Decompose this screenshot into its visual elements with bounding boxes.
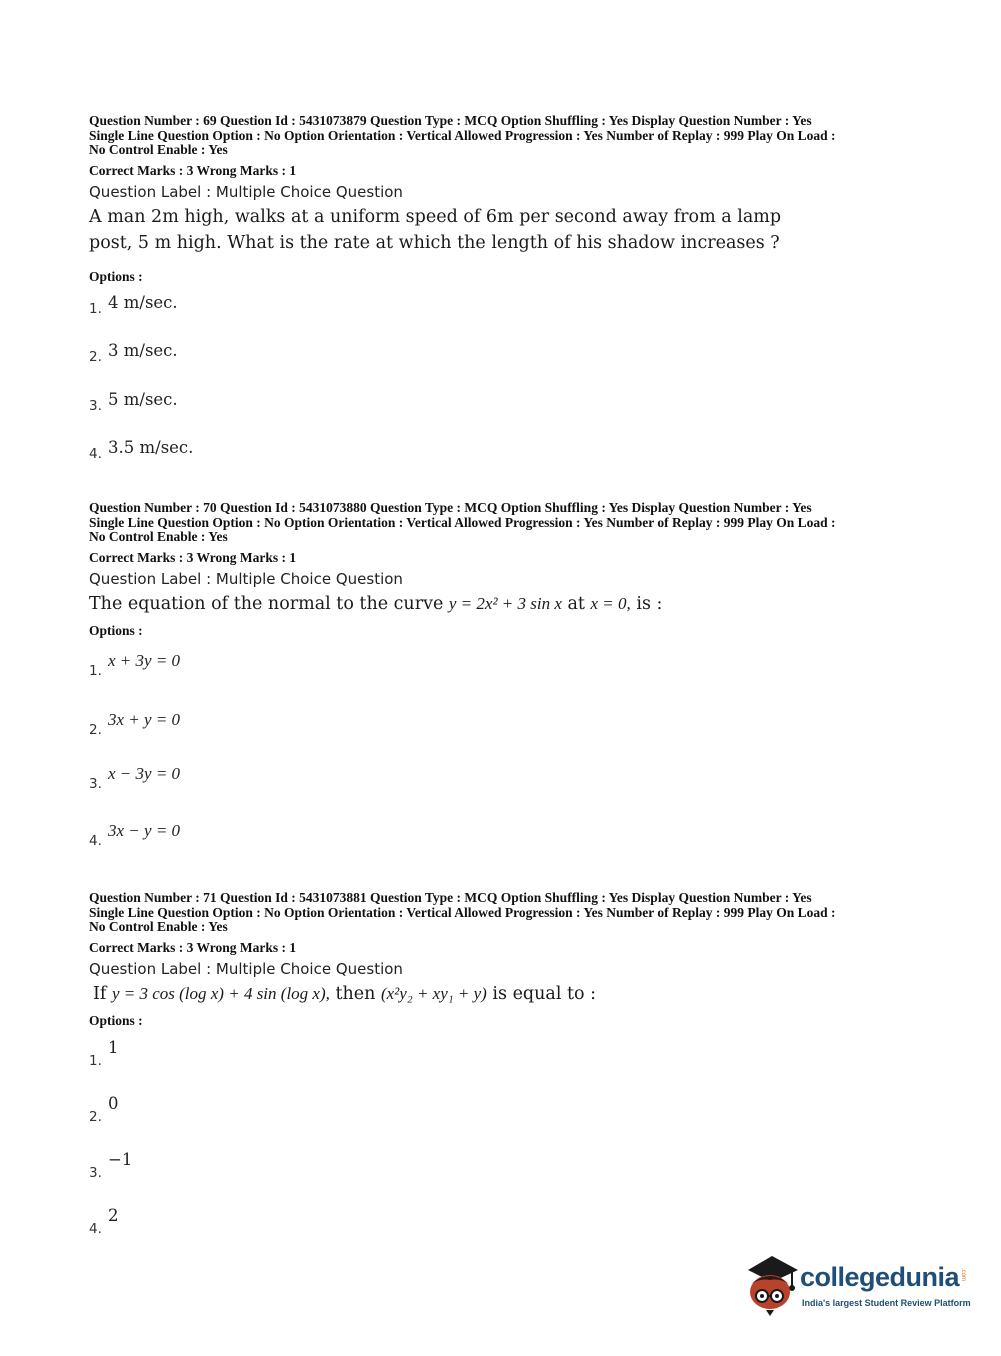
option-text: 3x − y = 0 bbox=[108, 820, 181, 840]
option-text: 2 bbox=[108, 1205, 119, 1225]
question-text-line1: A man 2m high, walks at a uniform speed of 6m per second away from a lamp bbox=[89, 206, 782, 227]
marks-info: Correct Marks : 3 Wrong Marks : 1 bbox=[89, 162, 297, 178]
question-meta-line2: Single Line Question Option : No Option Orientation : Vertical Allowed Progression : Yes Number of Replay : 999 Play On Load : bbox=[89, 127, 836, 143]
marks-info: Correct Marks : 3 Wrong Marks : 1 bbox=[89, 549, 297, 565]
question-label: Question Label : Multiple Choice Question bbox=[89, 569, 403, 588]
question-equation-2: x = 0, bbox=[590, 593, 631, 613]
question-label: Question Label : Multiple Choice Question bbox=[89, 959, 403, 978]
option-number: 4. bbox=[89, 445, 102, 462]
option-text: 1 bbox=[108, 1037, 119, 1057]
question-equation: y = 2x² + 3 sin x bbox=[448, 593, 562, 613]
option-number: 1. bbox=[89, 662, 102, 679]
question-text-suffix: is equal to : bbox=[486, 983, 597, 1004]
options-heading: Options : bbox=[89, 1012, 143, 1028]
question-block-70 bbox=[89, 501, 919, 849]
question-meta-line3: No Control Enable : Yes bbox=[89, 919, 228, 935]
option-text: −1 bbox=[108, 1149, 133, 1169]
question-text bbox=[89, 591, 919, 617]
collegedunia-logo bbox=[742, 1248, 972, 1318]
option-4[interactable] bbox=[89, 792, 919, 849]
brand-tagline: India's largest Student Review Platform bbox=[802, 1298, 971, 1308]
option-text: 3 m/sec. bbox=[108, 340, 178, 360]
option-text: 4 m/sec. bbox=[108, 292, 178, 312]
brand-name: collegedunia bbox=[800, 1262, 960, 1292]
option-1[interactable] bbox=[89, 1029, 919, 1069]
question-text bbox=[89, 981, 919, 1007]
question-meta-line1: Question Number : 71 Question Id : 5431073881 Question Type : MCQ Option Shuffling : Yes Display Question Number : Yes bbox=[89, 890, 812, 905]
option-2[interactable] bbox=[89, 1069, 919, 1125]
option-number: 3. bbox=[89, 775, 102, 792]
question-meta-line2: Single Line Question Option : No Option Orientation : Vertical Allowed Progression : Yes Number of Replay : 999 Play On Load : bbox=[89, 514, 836, 530]
option-number: 3. bbox=[89, 397, 102, 414]
option-4[interactable] bbox=[89, 414, 919, 462]
options-heading: Options : bbox=[89, 622, 143, 638]
option-text: 3.5 m/sec. bbox=[108, 437, 194, 457]
question-text bbox=[89, 204, 919, 256]
option-text: 5 m/sec. bbox=[108, 389, 178, 409]
question-meta-line1: Question Number : 70 Question Id : 5431073880 Question Type : MCQ Option Shuffling : Yes Display Question Number : Yes bbox=[89, 500, 812, 515]
question-label: Question Label : Multiple Choice Question bbox=[89, 182, 403, 201]
question-text-prefix: The equation of the normal to the curve bbox=[89, 593, 449, 614]
question-text-suffix: is : bbox=[630, 593, 663, 614]
brand-suffix: .com bbox=[960, 1268, 966, 1282]
option-text: 3x + y = 0 bbox=[108, 709, 181, 729]
option-1[interactable] bbox=[89, 639, 919, 679]
option-3[interactable] bbox=[89, 1125, 919, 1181]
question-block-71 bbox=[89, 891, 919, 1237]
question-text-prefix: If bbox=[93, 983, 112, 1004]
question-meta-line1: Question Number : 69 Question Id : 5431073879 Question Type : MCQ Option Shuffling : Yes Display Question Number : Yes bbox=[89, 113, 812, 128]
option-2[interactable] bbox=[89, 679, 919, 738]
option-number: 4. bbox=[89, 832, 102, 849]
option-1[interactable] bbox=[89, 285, 919, 317]
option-3[interactable] bbox=[89, 738, 919, 792]
option-number: 2. bbox=[89, 348, 102, 365]
question-equation-2: (x²y₂ + xy₁ + y) bbox=[380, 983, 487, 1003]
option-number: 4. bbox=[89, 1220, 102, 1237]
question-meta-line3: No Control Enable : Yes bbox=[89, 142, 228, 158]
option-text: x + 3y = 0 bbox=[108, 650, 181, 670]
question-meta-line2: Single Line Question Option : No Option Orientation : Vertical Allowed Progression : Yes Number of Replay : 999 Play On Load : bbox=[89, 904, 836, 920]
question-text-line2: post, 5 m high. What is the rate at which the length of his shadow increases ? bbox=[89, 232, 780, 253]
option-number: 1. bbox=[89, 300, 102, 317]
option-number: 2. bbox=[89, 721, 102, 738]
question-text-mid: at bbox=[561, 593, 591, 614]
marks-info: Correct Marks : 3 Wrong Marks : 1 bbox=[89, 939, 297, 955]
option-number: 2. bbox=[89, 1108, 102, 1125]
option-text: x − 3y = 0 bbox=[108, 763, 181, 783]
question-meta-line3: No Control Enable : Yes bbox=[89, 529, 228, 545]
option-number: 1. bbox=[89, 1052, 102, 1069]
question-equation: y = 3 cos (log x) + 4 sin (log x), bbox=[111, 983, 330, 1003]
option-2[interactable] bbox=[89, 317, 919, 365]
option-3[interactable] bbox=[89, 365, 919, 414]
question-text-mid: then bbox=[329, 983, 381, 1004]
option-text: 0 bbox=[108, 1093, 119, 1113]
options-heading: Options : bbox=[89, 268, 143, 284]
option-number: 3. bbox=[89, 1164, 102, 1181]
option-4[interactable] bbox=[89, 1181, 919, 1237]
question-block-69 bbox=[89, 114, 919, 462]
mascot-icon bbox=[742, 1248, 802, 1318]
